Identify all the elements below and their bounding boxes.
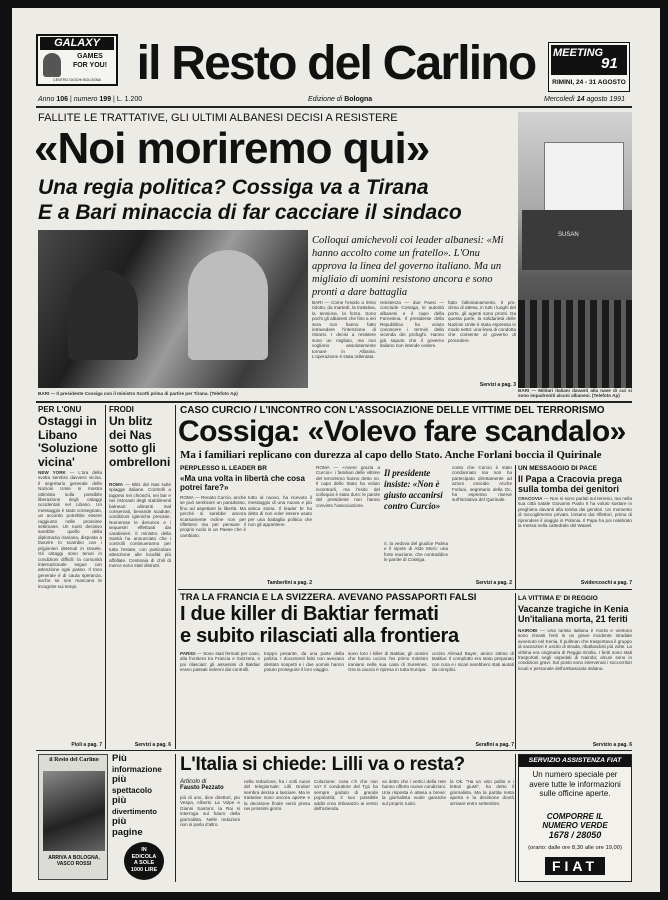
frodi-headline: Un blitz dei Nas sotto gli ombrelloni <box>109 414 171 469</box>
crakow-divider <box>515 465 516 590</box>
baktiar-cont-label: Serafini a pag. <box>475 742 510 748</box>
onu-headline: Ostaggi in Libano 'Soluzione vicina' <box>38 414 98 469</box>
curcio-headline: Cossiga: «Volevo fare scandalo» <box>178 415 626 448</box>
kenya-kicker: LA VITTIMA E' DI REGGIO <box>518 595 598 602</box>
meeting-logo <box>548 42 630 92</box>
galaxy-logo-line4: CENTRO GIOCHI BOLOGNA <box>53 78 101 82</box>
promo-cover-title: il Resto del Carlino <box>49 757 99 763</box>
galaxy-logo <box>36 34 118 86</box>
baktiar-headline-2: e subito rilasciati alla frontiera <box>180 625 459 647</box>
photo-figure-left <box>68 270 138 360</box>
newspaper-title: il Resto del Carlino <box>136 37 536 90</box>
meeting-dates: RIMINI, 24 - 31 AGOSTO <box>552 79 626 86</box>
lead-subhead-1: Una regia politica? Cossiga va a Tirana <box>38 176 429 199</box>
promo-box <box>38 754 172 880</box>
baktiar-dateline: PARIGI <box>180 651 196 656</box>
lilli-body5: la Ok. "Ha un viso pulito e i lettori giusti", ha detto il giornalista. Ma la partita resta aperta e la decisione dovrà arrivare entro settembre. <box>450 779 514 806</box>
onu-body: NEW YORK — L'ora della svolta sembra davvero vicina. Il segretario generale delle Nazioni Unite si mostra ottimista sulla possibile liberazione degli ostaggi occidentali nel Libano. Un messaggio è stato consegnato, un accordo potrebbe essere raggiunto nelle prossime settimane. Un ruolo decisivo sarebbe quello della diplomazia iraniana, disposta a favorire lo scambio con i prigionieri detenuti in Israele. Gli ostaggi sono tenuti in condizioni difficili: la comunità internazionale segue con attenzione ogni passo. Il tono generale è di cauta speranza, anche se non mancano le incognite sui tempi. <box>38 470 102 589</box>
lilli-body4: va detto che i vertici della rete hanno offerto nuove condizioni. Una risposta è attesa a breve: la giornalista vuole garanzie sul proprio ruolo. <box>382 779 446 806</box>
promo-line-2: informazione <box>112 764 162 774</box>
baktiar-body1: PARIGI — Sono stati fermati per caso, alla frontiera tra Francia e Svizzera, e poi rilasciati: gli assassini di Baktiar erano passati indenni dai controlli. <box>180 651 260 673</box>
fiat-ad-number: 1678 / 28050 <box>548 830 602 840</box>
galaxy-logo-line3: FOR YOU! <box>72 62 108 69</box>
fiat-ad-cta-2: NUMERO VERDE <box>542 821 608 830</box>
curcio-cont1-label: Tamberlini a pag. <box>267 580 308 586</box>
frodi-continuation <box>109 742 171 748</box>
galaxy-logo-line2: GAMES <box>77 53 103 60</box>
frodi-cont-label: Servizi a pag. <box>134 742 167 748</box>
curcio-cont2 <box>452 580 512 586</box>
baktiar-body4: ucciso Ahmad Bayer, amico intimo di Baktiar. Il complotto era stato preparato con cura e i sicari sarebbero stati aiutati da complici. <box>432 651 514 673</box>
curcio-bottom-rule <box>178 589 632 590</box>
curcio-cont2-page: 2 <box>509 580 512 586</box>
promo-badge-2: EDICOLA <box>131 853 157 860</box>
curcio-quote: Il presidente insiste: «Non è giusto accanirsi contro Curcio» <box>384 468 443 511</box>
lilli-body3: Colazione: cosa c'è che non va? Il conduttore del Tg1 ha sempre goduto di grande popolarità; il suo possibile addio crea imbarazzo ai vertici dell'azienda. <box>314 779 378 812</box>
curcio-subhead: Ma i familiari replicano con durezza al capo dello Stato. Anche Forlani boccia il Quirinale <box>180 449 602 461</box>
ship-name: SUSAN <box>558 232 579 238</box>
issue-date <box>544 96 625 103</box>
lead-kicker: FALLITE LE TRATTATIVE, GLI ULTIMI ALBANESI DECISI A RESISTERE <box>38 112 398 124</box>
anno-label: Anno <box>38 96 55 103</box>
curcio-cont1-page: 2 <box>309 580 312 586</box>
curcio-cont2-label: Servizi a pag. <box>475 580 508 586</box>
curcio-kicker: CASO CURCIO / L'INCONTRO CON L'ASSOCIAZIONE DELLE VITTIME DEL TERRORISMO <box>180 405 605 416</box>
lead-bottom-rule <box>36 401 632 403</box>
baktiar-cont-page: 7 <box>511 742 514 748</box>
meeting-year: 91 <box>601 55 618 72</box>
ship-photo <box>518 112 632 388</box>
fiat-ad-title: SERVIZIO ASSISTENZA FIAT <box>519 755 631 767</box>
left-col-divider <box>105 405 106 749</box>
galaxy-logo-title: GALAXY <box>40 37 114 50</box>
lead-photo-caption: BARI — Il presidente Cossiga con il ministro Scotti prima di partire per Tirana. (Telefoto Ap) <box>38 391 238 396</box>
lead-body-col1: BARI — Come l'esodo a ritmo ridotto, da martedì, la trattativa, la tensione, la forza. Sono pochi gli albanesi che fino a ieri sera non hanno fatto intravedere l'intenzione di ritirarsi. I decisi a resistere sono un migliaio, ma non vogliono assolutamente tornare in Albania. L'operazione è stata rallentata. <box>312 300 376 360</box>
crakow-dateline: CRACOVIA <box>518 496 543 501</box>
promo-badge <box>124 842 164 880</box>
frodi-body: ROMA — Blitz dei Nas sulle spiagge italiane. Controlli a tappeto nei chioschi, nei bar e nei ristoranti degli stabilimenti balneari: alimenti mal conservati, bevande scadute, condizioni igieniche precarie. Numerose le denunce e i sequestri effettuati dai carabinieri. Il ministro della Sanità ha annunciato che i controlli continueranno per tutta l'estate, con particolare attenzione alle località più affollate. Centinaia di chili di merce sono stati distrutti. <box>109 482 171 569</box>
crakow-body: CRACOVIA — Non si sono parlati sul terreno, ma nella sua città natale Giovanni Paolo II ha voluto sostare in preghiera davanti alla tomba dei genitori. Un momento di raccoglimento privato, lontano dai riflettori, prima di riprendere il viaggio in Polonia. Il Papa ha poi celebrato la messa nella cattedrale del Wawel. <box>518 496 632 529</box>
edition-info <box>308 96 372 103</box>
kenya-cont-label: Servizio a pag. <box>592 742 628 748</box>
promo-badge-3: A SOLE <box>133 860 155 866</box>
onu-dateline: NEW YORK <box>38 470 66 475</box>
promo-lines <box>112 754 172 838</box>
promo-line-5: più <box>112 795 127 806</box>
kenya-cont-page: 6 <box>629 742 632 748</box>
newspaper-page <box>12 8 660 892</box>
frodi-dateline: ROMA <box>109 482 124 487</box>
crakow-continuation <box>518 580 632 586</box>
kenya-headline: Vacanze tragiche in Kenia Un'italiana morta, 21 feriti <box>518 604 629 624</box>
promo-divider <box>175 754 176 882</box>
lilli-body2: nella redazione, fra i volti nuovi del telegiornale: Lilli Gruber sembra decisa a lasciare. Ma le trattative sono ancora aperte e la decisione finale verrà presa nei prossimi giorni. <box>244 779 310 812</box>
kenya-continuation <box>518 742 632 748</box>
crakow-cont-page: 7 <box>629 580 632 586</box>
baktiar-kicker: TRA LA FRANCIA E LA SVIZZERA. AVEVANO PASSAPORTI FALSI <box>180 592 477 603</box>
lilli-body1: più di uno, dice direttori, piu Vespa, Alberto La Volpe e Gianni Santoro: la Rai si interroga sul futuro della giornalista. Nelle redazioni non si parla d'altro. <box>180 795 240 828</box>
lead-summary: Colloqui amichevoli coi leader albanesi: «Mi hanno accolto come un fratello». L'Onu approva la linea del governo italiano. Ma un migliaio di uomini resistono ancora e sono pronti a dare battaglia <box>312 235 504 298</box>
baktiar-body3: sono loro i killer di Baktiar, gli uomini che hanno ucciso l'ex primo ministro iraniano nella sua casa di Suresnes. Ora la caccia è ripresa in tutta Europa. <box>348 651 428 673</box>
ship-hull <box>522 210 632 270</box>
fiat-ad <box>518 754 632 882</box>
left-col-divider-2 <box>175 405 176 749</box>
date-rest: agosto 1991 <box>586 96 625 103</box>
kenya-dateline: NAIROBI <box>518 628 538 633</box>
promo-line-3: più <box>112 774 127 785</box>
crakow-cont-label: Svidercoschi a pag. <box>580 580 628 586</box>
baktiar-headline-1: I due killer di Baktiar fermati <box>180 603 439 625</box>
lead-body-col2: resistenza — due Paesi — conclude Cossiga, le autorità albanesi e il capo della Farnesina. Il presidente della Repubblica ha voluto conoscere i termini della vicenda dei profughi. Hanno già saputo che il governo italiano non intende cedere. <box>380 300 444 349</box>
issue-info: Anno 106 | numero 199 | L. 1.200 <box>38 96 143 103</box>
price: L. 1.200 <box>116 96 143 103</box>
onu-continuation <box>38 742 102 748</box>
promo-line-1: Più <box>112 753 127 764</box>
fiat-divider <box>515 754 516 882</box>
curcio-body1: ROMA — «Avere grazia a Curcio»: i familiari delle vittime del terrorismo hanno detto no. Il capo dello Stato ha voluto incontrarli, ma l'esito del colloquio è stato duro: le parole del presidente non hanno convinto l'associazione. <box>316 465 380 508</box>
mascot-icon <box>43 53 61 77</box>
onu-kicker: PER L'ONU <box>38 405 82 414</box>
crakow-headline: Il Papa a Cracovia prega sulla tomba dei genitori <box>518 474 623 494</box>
date-day: 14 <box>576 96 585 103</box>
curcio-cont1 <box>180 580 312 586</box>
meeting-brand: MEETING <box>553 47 604 59</box>
lead-subhead-2: E a Bari minaccia di far cacciare il sindaco <box>38 201 462 224</box>
date-weekday: Mercoledì <box>544 96 575 103</box>
lead-cont-label: Servizi a pag. <box>479 382 512 388</box>
curcio-body3: conto che Curcio è stato condannato ma non ha partecipato direttamente ad azioni omicide. Anche Forlani, segretario della Dc, ha espresso riserve sull'iniziativa del Quirinale. <box>452 465 512 503</box>
curcio-box-head: «Ma una volta in libertà che cosa potrei fare?» <box>180 474 305 492</box>
curcio-box-kicker: PERPLESSO IL LEADER BR <box>180 465 267 472</box>
lilli-headline: L'Italia si chiede: Lilli va o resta? <box>180 754 465 775</box>
numero-value: 199 <box>99 96 112 103</box>
promo-badge-4: 1000 LIRE <box>130 866 158 873</box>
bottom-section-rule <box>36 750 632 751</box>
curcio-body2: ri, la vedova del giudice Palma e il nipote di Aldo Moro: una forte reazione, che contraddice le parole di Cossiga. <box>384 541 448 563</box>
soldiers-row <box>518 300 632 388</box>
lilli-byline <box>180 779 240 791</box>
promo-cover-text: ARRIVA A BOLOGNA, VASCO ROSSI <box>48 855 100 867</box>
promo-line-8: pagine <box>112 826 143 838</box>
kenya-body: NAIROBI — Una turista italiana è morta e ventuno sono rimasti feriti in un grave incidente stradale avvenuto nel Kenia. Il pullman che trasportava il gruppo di vacanzieri è uscito di strada, ribaltandosi più volte. La vittima era originaria di Reggio Emilia. I feriti sono stati trasportati negli ospedali di Nairobi; alcuni sono in condizioni gravi. Sul posto sono intervenuti i soccorritori locali e personale dell'ambasciata italiana. <box>518 628 632 671</box>
lilli-author: Fausto Pezzato <box>180 785 224 791</box>
curcio-box-body1: ROMA — Renato Curcio, anche se può sembrare un paradosso, fino ad aspettare la libertà. Ma perché si sarebbe ancora scarsamente incline non per rifletterci ma per pensare il proprio ruolo in un Paese che è cambiato. <box>180 495 246 538</box>
edition-label: Edizione di <box>308 96 343 103</box>
lilli-author-label: Articolo di <box>180 779 207 785</box>
promo-line-6: divertimento <box>112 806 158 816</box>
curcio-box-body2: tutto al nuovo, ha ricevuto il messaggio di una nuova e più antica storia. Il leader br ha detto di non voler essere usato per una battaglia politica che non gli appartiene. <box>248 495 312 528</box>
fiat-ad-text: Un numero speciale per avere tutte le informazioni sulle officine aperte. <box>529 770 621 798</box>
masthead-rule <box>36 106 632 108</box>
ship-photo-caption: BARI — Militari italiani davanti alla nave di cui si sono impadroniti alcuni albanesi. (Telefoto Ap) <box>518 388 632 399</box>
photo-figure-right <box>188 250 268 360</box>
promo-line-7: più <box>112 816 127 827</box>
lead-photo <box>38 230 308 388</box>
lead-continuation <box>448 382 516 388</box>
lead-headline: «Noi moriremo qui» <box>34 124 430 173</box>
fiat-logo: FIAT <box>545 857 605 875</box>
fiat-ad-hours: (orario: dalle ore 8,30 alle ore 19,00) <box>528 845 622 851</box>
promo-cover-photo <box>43 771 105 851</box>
frodi-cont-page: 6 <box>168 742 171 748</box>
kenya-divider <box>515 593 516 749</box>
onu-cont-page: 7 <box>99 742 102 748</box>
crakow-kicker: UN MESSAGGIO DI PACE <box>518 465 597 472</box>
numero-label: numero <box>73 96 98 103</box>
lead-body-col3: fatto l'allontanamento. Il pro- clima di attesa, in tutti i luoghi del porto, gli agenti sono pronti. Da questa parte, la solidarietà delle Nazioni Unite è stata espressa in modo netto: una linea di condotta che consente al governo di procedere. <box>448 300 516 343</box>
baktiar-continuation <box>432 742 514 748</box>
frodi-kicker: FRODI <box>109 405 134 414</box>
lead-cont-page: 3 <box>513 382 516 388</box>
onu-cont-label: Pioli a pag. <box>71 742 98 748</box>
promo-badge-1: IN <box>141 847 147 853</box>
anno-value: 106 <box>56 96 68 103</box>
baktiar-body2: troppo pesante, da una parte della polizia. I documenti falsi non avevano destato sospetti e i due uomini hanno potuto proseguire il loro viaggio. <box>264 651 344 673</box>
fiat-ad-cta-1: COMPORRE IL <box>546 812 604 821</box>
promo-line-4: spettacolo <box>112 785 153 795</box>
edition-city: Bologna <box>344 96 373 103</box>
promo-cover <box>38 754 108 880</box>
ship-bridge <box>544 142 624 212</box>
